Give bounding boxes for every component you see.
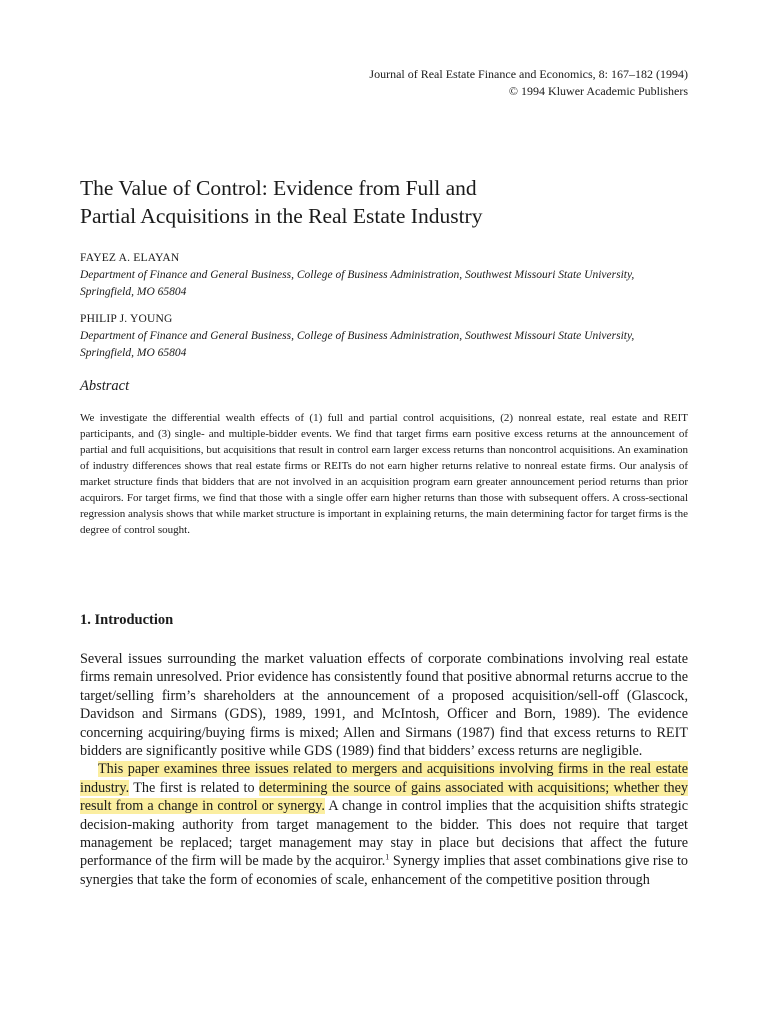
section-heading-introduction: 1. Introduction	[80, 612, 174, 628]
title-line-2: Partial Acquisitions in the Real Estate Industry	[80, 204, 483, 228]
paragraph-text: Synergy implies that asset combinations give rise to synergies that take the form of economies of scale, enhancement of the competitive position through	[80, 853, 688, 888]
introduction-body	[80, 650, 688, 889]
author-affiliation: Department of Finance and General Business, College of Business Administration, Southwest Missouri State University, Springfield, MO 65804	[80, 269, 635, 298]
paragraph-text: A change in control implies that the acquisition shifts strategic decision-making authority from target management to the bidder. This does not require that target management be replaced; target management may stay in place but decisions that affect the future performance of the firm will be made by the acquiror.	[80, 798, 688, 870]
author-name: PHILIP J. YOUNG	[80, 313, 173, 325]
journal-info	[369, 66, 688, 100]
abstract-heading: Abstract	[80, 378, 130, 394]
title-line-1: The Value of Control: Evidence from Full and	[80, 176, 477, 200]
author-affiliation: Department of Finance and General Business, College of Business Administration, Southwest Missouri State University, Springfield, MO 65804	[80, 330, 635, 359]
intro-paragraph-2	[80, 760, 688, 889]
intro-paragraph-1: Several issues surrounding the market valuation effects of corporate combinations involving real estate firms remain unresolved. Prior evidence has consistently found that positive abnormal returns accrue to the target/selling firm’s shareholders at the announcement of a proposed acquisition/sell-off (Glascock, Davidson and Sirmans (GDS), 1989, 1991, and McIntosh, Officer and Born, 1989). The evidence concerning acquiring/buying firms is mixed; Allen and Sirmans (1987) find that excess returns to REIT bidders are significantly positive while GDS (1989) find that bidders’ excess returns are negligible.	[80, 651, 688, 760]
footnote-marker[interactable]: 1	[385, 852, 390, 862]
paper-title	[80, 174, 700, 230]
highlighted-text: This paper examines three issues related to mergers and acquisitions involving firms in the real estate industry.	[80, 761, 688, 796]
journal-copyright: © 1994 Kluwer Academic Publishers	[508, 84, 688, 98]
journal-citation: Journal of Real Estate Finance and Economics, 8: 167–182 (1994)	[369, 67, 688, 81]
author-block	[80, 250, 690, 372]
paragraph-text: The first is related to	[129, 779, 259, 796]
abstract-text: We investigate the differential wealth effects of (1) full and partial control acquisitions, (2) nonreal estate, real estate and REIT participants, and (3) single- and multiple-bidder events. We find that target firms earn positive excess returns at the announcement of partial and full acquisitions, but acquisitions that result in control earn larger excess returns than noncontrol acquisitions. An examination of industry differences shows that real estate firms or REITs do not earn higher returns relative to nonreal estate firms. Our analysis of market structure finds that bidders that are not involved in an acquisition program earn greater announcement period returns than prior acquirors. For target firms, we find that those with a single offer earn higher returns than those with subsequent offers. A cross-sectional regression analysis shows that while market structure is important in explaining returns, the main determining factor for target firms is the degree of control sought.	[80, 412, 688, 536]
highlighted-text: determining the source of gains associated with acquisitions; whether they result from a change in control or synergy.	[80, 779, 689, 815]
author-name: FAYEZ A. ELAYAN	[80, 252, 180, 264]
